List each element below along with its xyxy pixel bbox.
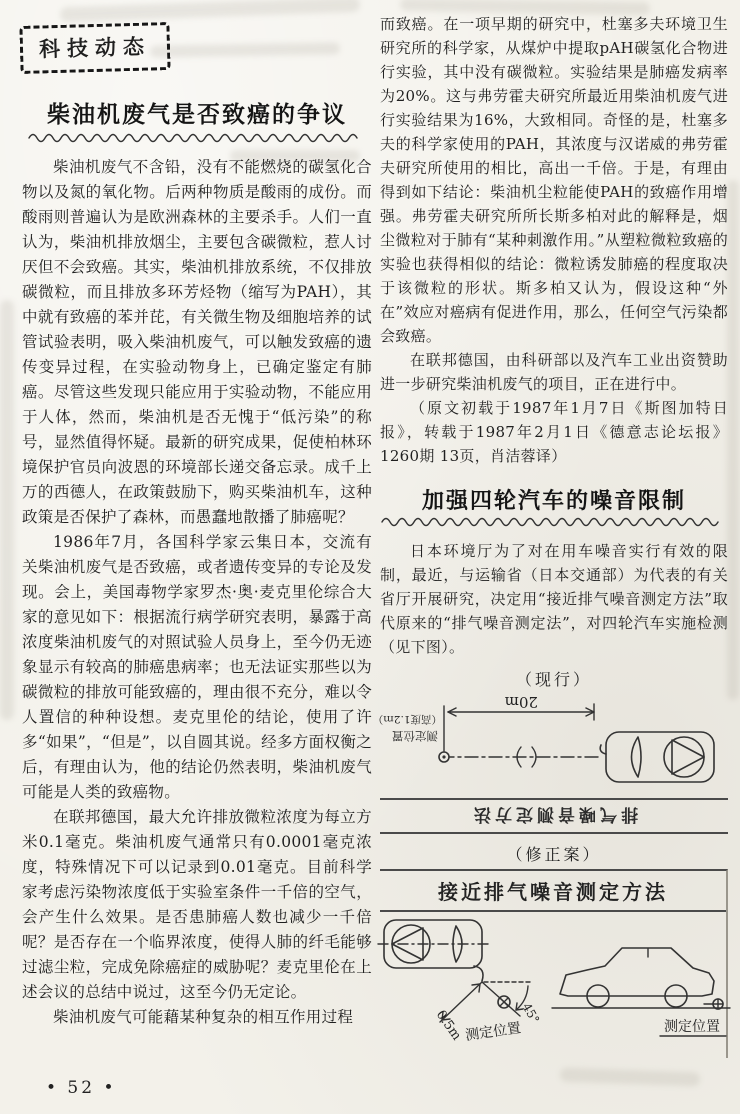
figure-current-caption: 排气噪音测定方法	[470, 803, 638, 824]
wavy-underline	[382, 517, 726, 527]
article1-continuation-1: 而致癌。在一项早期的研究中，杜塞多夫环境卫生研究所的科学家，从煤炉中提取pAH碳氢化合物进行实验，其中没有碳微粒。实验结果是肺癌发病率为20%。这与弗劳霍夫研究所最近用柴油机废气进行实验结果为16%，大致相同。奇怪的是，杜塞多夫的科学家使用的PAH，其浓度与汉诺威的弗劳霍夫研究所使用的相比，高出一千倍。于是，有理由得到如下结论：柴油机尘粒能使PAH的致癌作用增强。弗劳霍夫研究所所长斯多柏对此的解释是，烟尘微粒对于肺有“某种刺激作用。”从塑粒微粒致癌的实验也获得相似的结论：微粒诱发肺癌的程度取决于该微粒的形状。斯多柏又认为，假设这种“外在”效应对癌病有促进作用，那么，任何空气污染都会致癌。	[380, 15, 728, 345]
bleedthrough-smudge	[0, 300, 14, 720]
distance-label: 20m	[504, 693, 538, 711]
bleedthrough-smudge	[727, 180, 739, 700]
wavy-underline	[29, 133, 365, 143]
figure-proposed-title: 接近排气噪音测定方法	[380, 874, 726, 912]
figure-current-diagram	[372, 693, 724, 794]
article1-paragraph-1: 柴油机废气不含铅，没有不能燃烧的碳氢化合物以及氮的氧化物。后两种物质是酸雨的成份。而酸雨则普遍认为是欧洲森林的主要杀手。人们一直认为，柴油机排放烟尘，主要包含碳微粒，惹人讨厌但不会致癌。其实，柴油机排放系统，不仅排放碳微粒，而且排放多环芳烃物（缩写为PAH），其中就有致癌的苯并芘，有关微生物及细胞培养的试管试验表明，吸入柴油机废气，可以触发致癌的遗传变异过程，在实验动物身上，已确定鉴定有肺癌。尽管这些发现只能应用于实验动物，不能应用于人体，然而，柴油机是否无愧于“低污染”的称号，显然值得怀疑。最新的研究成果，促使柏林环境保护官员向波恩的环境部长递交备忘录。成千上万的西德人，在政策鼓励下，购买柴油机车，这种政策是否保护了森林，而愚蠢地散播了肺癌呢？	[22, 158, 372, 526]
page-number: • 52 •	[46, 1078, 117, 1098]
left-column	[22, 24, 372, 1030]
figure-proposed-sideview	[552, 918, 732, 1058]
article1-title: 柴油机废气是否致癌的争议	[47, 102, 347, 128]
section-stamp-label: 科技动态	[38, 34, 152, 62]
angle-label: 45°	[519, 1000, 543, 1026]
car-top-view-icon	[600, 732, 714, 782]
article2-title: 加强四轮汽车的噪音限制	[421, 489, 686, 514]
article1-paragraph-2: 1986年7月，各国科学家云集日本，交流有关柴油机废气是否致癌，或者遗传变异的专论及发现。会上，美国毒物学家罗杰·奥·麦克里伦综合大家的意见如下：根据流行病学研究表明，暴露于高浓度柴油机废气的对照试验人员身上，至今仍无迹象显示有较高的肺癌患病率；也无法证实那些以为碳微粒的排放可能致癌的，理由很不充分，难以令人置信的种种设想。麦克里伦的结论，使用了许多“如果”，“但是”，以自圆其说。经多方面权衡之后，有理由认为，他的结论仍然表明，柴油机废气可能是人类的致癌物。	[22, 533, 372, 801]
position-label: 测定位置	[664, 1019, 720, 1035]
distance-label: 0.5m	[432, 1007, 464, 1044]
figure-proposed-label: （修正案）	[506, 845, 602, 864]
figure-proposed-diagram	[380, 869, 728, 1058]
figure-proposed-topview	[380, 918, 552, 1058]
right-column	[372, 12, 728, 1058]
angle-45	[516, 986, 542, 1026]
dimension-20m	[448, 693, 594, 720]
article1-paragraph-3: 在联邦德国，最大允许排放微粒浓度为每立方米0.1毫克。柴油机废气通常只有0.0001毫克浓度，特殊情况下可以记录到0.01毫克。目前科学家考虑污染物浓度低于实验室条件一千倍的空气，会产生什么效果。是否患肺癌人数也减少一千倍呢？是否存在一个临界浓度，使得人肺的纤毛能够过滤尘粒，完成免除癌症的威胁呢？麦克里伦在上述会议的总结中说过，这至今仍无定论。	[22, 808, 372, 1001]
car-side-view-icon	[560, 948, 714, 1007]
microphone-point-icon	[713, 999, 723, 1009]
position-label: 测定位置	[392, 729, 438, 743]
microphone-point-icon	[439, 752, 449, 762]
bleedthrough-smudge	[560, 1068, 700, 1087]
figure-current-label: （现行）	[515, 670, 592, 689]
height-label: （高度1.2ｍ）	[372, 713, 442, 725]
figure-current-caption-strip	[380, 798, 728, 834]
bleedthrough-smudge	[60, 0, 360, 22]
position-label: 测定位置	[464, 1020, 523, 1044]
article1-continuation-2: 在联邦德国，由科研部以及汽车工业出资赞助进一步研究柴油机废气的项目，正在进行中。	[380, 351, 728, 393]
article1-paragraph-4: 柴油机废气可能藉某种复杂的相互作用过程	[53, 1008, 354, 1026]
section-stamp	[19, 22, 170, 74]
article1-credit: （原文初载于1987年1月7日《斯图加特日报》，转载于1987年2月1日《德意志论坛报》1260期 13页，肖洁蓉译）	[380, 399, 728, 465]
microphone-point-icon	[498, 996, 510, 1008]
exhaust-pipe	[474, 966, 483, 981]
article2-paragraph: 日本环境厅为了对在用车噪音实行有效的限制，最近，与运输省（日本交通部）为代表的有关省厅开展研究，决定用“接近排气噪音测定方法”取代原来的“排气噪音测定法”，对四轮汽车实施检测（见下图）。	[380, 542, 728, 656]
